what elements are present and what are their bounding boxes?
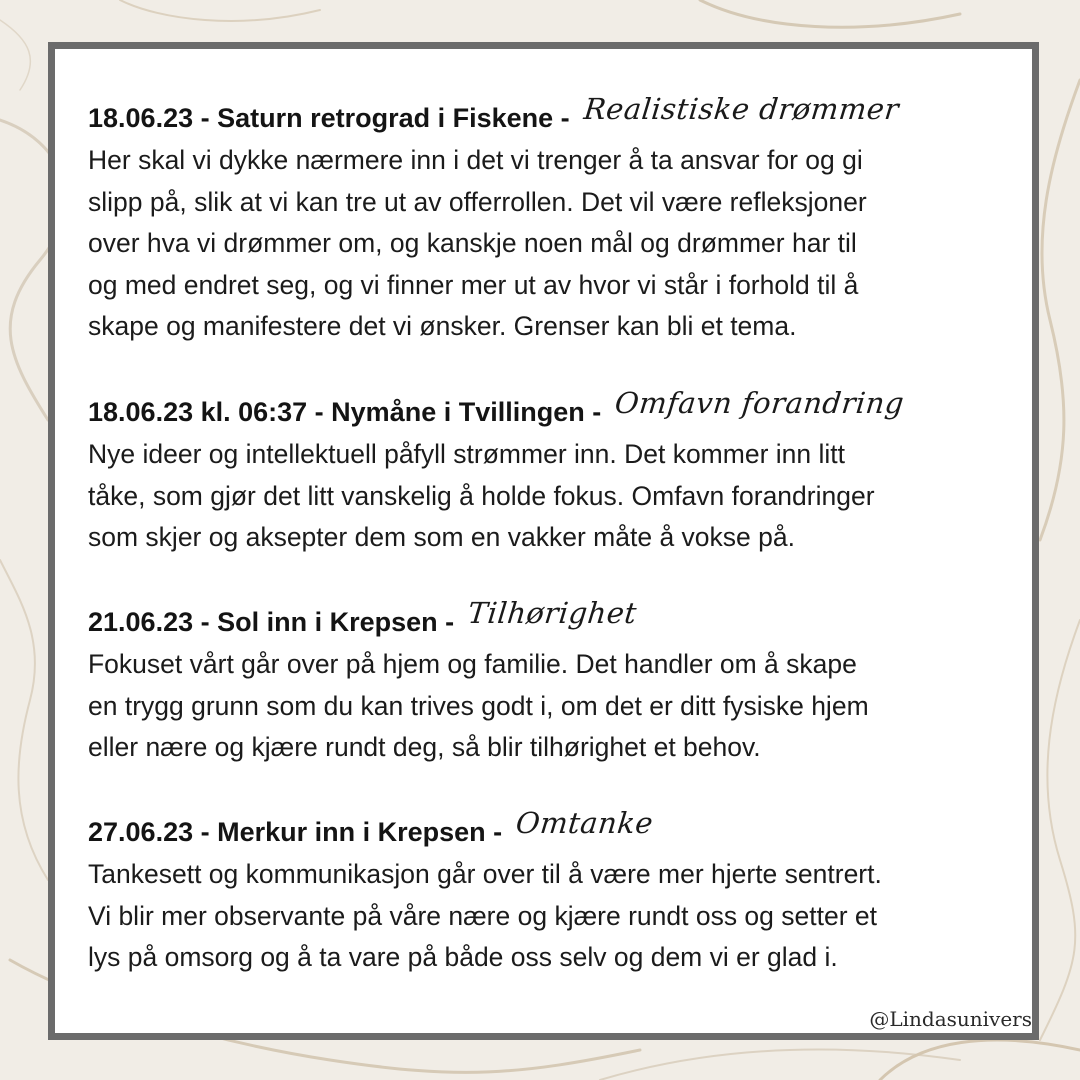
event-heading-line	[88, 386, 1018, 434]
event-line: en trygg grunn som du kan trives godt i, om det er ditt fysiske hjem	[88, 690, 869, 721]
event-theme-script: Omtanke	[514, 806, 656, 840]
content-card	[48, 42, 1039, 1040]
event-theme-script: Tilhørighet	[466, 596, 639, 630]
event-line: slipp på, slik at vi kan tre ut av offerrollen. Det vil være refleksjoner	[88, 186, 867, 217]
event-line: Fokuset vårt går over på hjem og familie. Det handler om å skape	[88, 649, 857, 679]
event-theme-script: Omfavn forandring	[613, 386, 907, 420]
event-line: lys på omsorg og å ta vare på både oss selv og dem vi er glad i.	[88, 942, 838, 973]
event-saturn-retrograde	[88, 92, 1018, 348]
event-heading-line	[88, 92, 1018, 140]
event-line: Nye ideer og intellektuell påfyll strømmer inn. Det kommer inn litt	[88, 439, 845, 469]
event-heading: 27.06.23 - Merkur inn i Krepsen -	[88, 817, 503, 847]
event-heading: 18.06.23 - Saturn retrograd i Fiskene -	[88, 103, 570, 133]
event-line: over hva vi drømmer om, og kanskje noen mål og drømmer har til	[88, 228, 857, 259]
event-line: Tankesett og kommunikasjon går over til å være mer hjerte sentrert.	[88, 859, 882, 889]
event-sun-cancer	[88, 596, 1018, 769]
event-line: Her skal vi dykke nærmere inn i det vi trenger å ta ansvar for og gi	[88, 145, 863, 175]
event-mercury-cancer	[88, 806, 1018, 979]
event-line: Vi blir mer observante på våre nære og kjære rundt oss og setter et	[88, 900, 878, 931]
event-line: eller nære og kjære rundt deg, så blir tilhørighet et behov.	[88, 732, 761, 763]
instagram-handle: @Lindasunivers	[869, 1007, 1032, 1031]
event-line: og med endret seg, og vi finner mer ut av hvor vi står i forhold til å	[88, 269, 859, 300]
event-line: skape og manifestere det vi ønsker. Grenser kan bli et tema.	[88, 311, 797, 342]
event-heading: 18.06.23 kl. 06:37 - Nymåne i Tvillingen -	[88, 397, 602, 427]
event-heading: 21.06.23 - Sol inn i Krepsen -	[88, 607, 455, 637]
event-line: tåke, som gjør det litt vanskelig å holde fokus. Omfavn forandringer	[88, 480, 875, 511]
event-heading-line	[88, 596, 1018, 644]
event-line: som skjer og aksepter dem som en vakker måte å vokse på.	[88, 522, 795, 553]
event-new-moon	[88, 386, 1018, 559]
event-heading-line	[88, 806, 1018, 854]
event-theme-script: Realistiske drømmer	[581, 92, 901, 126]
